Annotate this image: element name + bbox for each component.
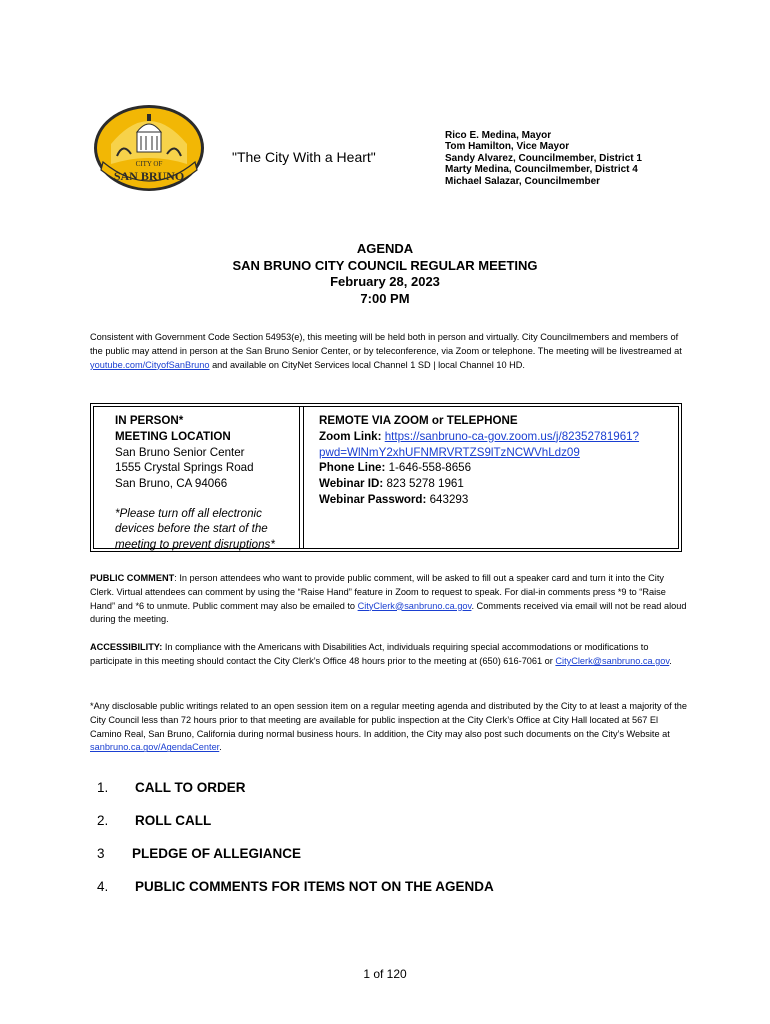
webinar-id-row <box>319 476 679 492</box>
zoom-link[interactable]: https://sanbruno-ca-gov.zoom.us/j/82352781961? <box>384 429 640 443</box>
accessibility-text-end: . <box>669 655 672 666</box>
meeting-name: SAN BRUNO CITY COUNCIL REGULAR MEETING <box>232 257 538 273</box>
table-inner-border <box>93 406 679 549</box>
council-member: Rico E. Medina, Mayor <box>445 130 552 141</box>
agenda-center-link[interactable]: sanbruno.ca.gov/AgendaCenter <box>90 742 220 753</box>
agenda-item-label: PUBLIC COMMENTS FOR ITEMS NOT ON THE AGENDA <box>135 879 494 894</box>
agenda-title-block <box>0 241 770 307</box>
webinar-id-label: Webinar ID: <box>319 477 387 491</box>
council-member: Sandy Alvarez, Councilmember, District 1 <box>445 152 642 164</box>
venue-city: San Bruno, CA 94066 <box>115 477 228 491</box>
city-seal-logo <box>93 104 206 192</box>
phone-label: Phone Line: <box>319 461 389 475</box>
meeting-date: February 28, 2023 <box>330 274 440 289</box>
in-person-heading: IN PERSON* <box>115 414 184 427</box>
intro-text-end: and available on CityNet Services local Channel 1 SD | local Channel 10 HD. <box>209 359 525 370</box>
meeting-location-heading: MEETING LOCATION <box>115 429 231 443</box>
intro-text: Consistent with Government Code Section 54953(e), this meeting will be held both in person and virtually. City Councilmembers and members of the public may attend in person at the San Bruno Senior Center, or by teleconference, via Zoom or telephone. The meeting will be livestreamed at <box>90 332 682 356</box>
agenda-item-number: 3 <box>97 846 105 861</box>
password-row <box>319 492 679 508</box>
in-person-column <box>115 413 295 552</box>
remote-column <box>319 413 679 508</box>
agenda-item-number: 2. <box>97 813 109 828</box>
agenda-item <box>97 846 301 861</box>
agenda-title: AGENDA <box>356 241 414 256</box>
agenda-item-label: ROLL CALL <box>135 813 212 828</box>
council-member: Marty Medina, Councilmember, District 4 <box>445 164 638 176</box>
phone-value: 1-646-558-8656 <box>388 461 472 475</box>
table-column-divider <box>299 407 304 548</box>
webinar-id-value: 823 5278 1961 <box>386 477 464 491</box>
agenda-item-label: PLEDGE OF ALLEGIANCE <box>132 846 302 861</box>
meeting-location-table <box>90 403 682 552</box>
youtube-link[interactable]: youtube.com/CityofSanBruno <box>90 359 210 370</box>
venue-street: 1555 Crystal Springs Road <box>115 461 254 475</box>
council-list <box>445 130 642 187</box>
seal-text-top: CITY OF <box>135 160 163 168</box>
intro-paragraph <box>90 331 690 372</box>
phone-row <box>319 460 679 476</box>
zoom-link-continued[interactable]: pwd=WlNmY2xhUFNMRVRTZS9lTzNCWVhLdz09 <box>319 445 580 459</box>
agenda-item <box>97 879 494 894</box>
clerk-email-link[interactable]: CityClerk@sanbruno.ca.gov <box>357 600 472 611</box>
public-writings-text-end: . <box>219 742 222 753</box>
accessibility-text: In compliance with the Americans with Disabilities Act, individuals requiring special accommodations or modifications to participate in this meeting should contact the City Clerk’s Office 48 hours prior to the meeting at (650) 616-7061 or <box>90 642 649 666</box>
public-writings-paragraph <box>90 700 690 755</box>
council-member: Michael Salazar, Councilmember <box>445 175 601 187</box>
accessibility-label: ACCESSIBILITY: <box>90 642 163 652</box>
password-label: Webinar Password: <box>319 492 430 506</box>
zoom-link-row <box>319 429 679 445</box>
agenda-item-number: 1. <box>97 780 109 795</box>
agenda-item <box>97 780 246 795</box>
meeting-time: 7:00 PM <box>360 290 410 306</box>
zoom-link-row-2 <box>319 445 679 461</box>
zoom-link-label: Zoom Link: <box>319 429 385 443</box>
public-writings-text: *Any disclosable public writings related to an open session item on a regular meeting agenda and distributed by the City to at least a majority of the City Council less than 72 hours prior to that meeting are available for public inspection at the City Clerk’s Office at City Hall located at 567 El Camino Real, San Bruno, California during normal business hours. In addition, the City may also post such documents on the City’s Website at <box>90 701 688 739</box>
agenda-item <box>97 813 211 828</box>
public-comment-label: PUBLIC COMMENT <box>90 573 175 583</box>
devices-note: *Please turn off all electronic devices before the start of the meeting to prevent disruptions* <box>115 506 275 551</box>
clerk-email-link[interactable]: CityClerk@sanbruno.ca.gov <box>555 655 670 666</box>
password-value: 643293 <box>429 492 469 506</box>
agenda-item-number: 4. <box>97 879 109 894</box>
council-member: Tom Hamilton, Vice Mayor <box>445 141 570 153</box>
public-comment-paragraph <box>90 572 690 627</box>
seal-text-bottom: SAN BRUNO <box>113 169 185 183</box>
page-number: 1 of 120 <box>363 967 407 981</box>
venue-name: San Bruno Senior Center <box>115 445 245 459</box>
public-comment-text-end: . Comments received via email will not be read aloud during the meeting. <box>90 600 687 625</box>
city-tagline: "The City With a Heart" <box>232 149 376 165</box>
accessibility-paragraph <box>90 641 690 669</box>
public-comment-text: : In person attendees who want to provide public comment, will be asked to fill out a speaker card and turn it into the City Clerk. Virtual attendees can comment by using the “Raise Hand” feature in Zoom to request to speak. For dial-in comments press *9 to “Raise Hand” and *6 to unmute. Public comment may also be emailed to <box>90 573 666 611</box>
remote-heading: REMOTE VIA ZOOM or TELEPHONE <box>319 414 518 427</box>
agenda-item-label: CALL TO ORDER <box>135 780 246 795</box>
